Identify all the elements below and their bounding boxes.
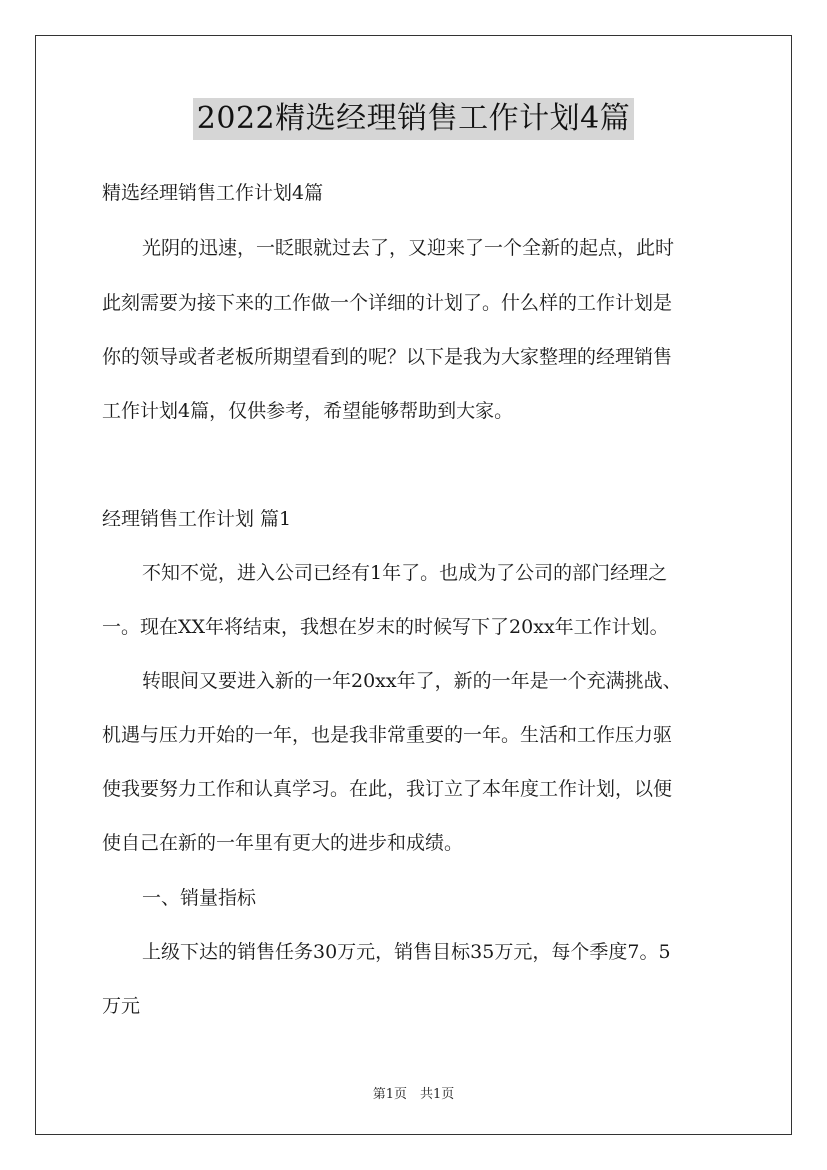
paragraph-line: 不知不觉，进入公司已经有1年了。也成为了公司的部门经理之	[142, 562, 668, 584]
paragraph-line: 机遇与压力开始的一年，也是我非常重要的一年。生活和工作压力驱	[102, 724, 673, 746]
intro-line: 你的领导或者老板所期望看到的呢？以下是我为大家整理的经理销售	[102, 346, 673, 368]
document-title: 2022精选经理销售工作计划4篇	[193, 98, 634, 140]
section-heading: 经理销售工作计划 篇1	[102, 508, 292, 530]
intro-line: 工作计划4篇，仅供参考，希望能够帮助到大家。	[102, 400, 514, 422]
paragraph-line: 使自己在新的一年里有更大的进步和成绩。	[102, 832, 464, 854]
paragraph-line: 使我要努力工作和认真学习。在此，我订立了本年度工作计划，以便	[102, 778, 673, 800]
paragraph-line: 一。现在XX年将结束，我想在岁末的时候写下了20xx年工作计划。	[102, 616, 669, 638]
page-footer: 第1页 共1页	[372, 1087, 455, 1102]
paragraph-line: 转眼间又要进入新的一年20xx年了，新的一年是一个充满挑战、	[142, 670, 682, 692]
paragraph-line: 万元	[102, 995, 141, 1017]
paragraph-line: 上级下达的销售任务30万元，销售目标35万元，每个季度7。5	[142, 941, 671, 963]
intro-line: 光阴的迅速，一眨眼就过去了，又迎来了一个全新的起点，此时	[142, 237, 675, 259]
title-container	[0, 98, 827, 140]
item-heading: 一、销量指标	[142, 887, 257, 909]
intro-line: 此刻需要为接下来的工作做一个详细的计划了。什么样的工作计划是	[102, 292, 673, 314]
document-subtitle: 精选经理销售工作计划4篇	[102, 182, 324, 204]
